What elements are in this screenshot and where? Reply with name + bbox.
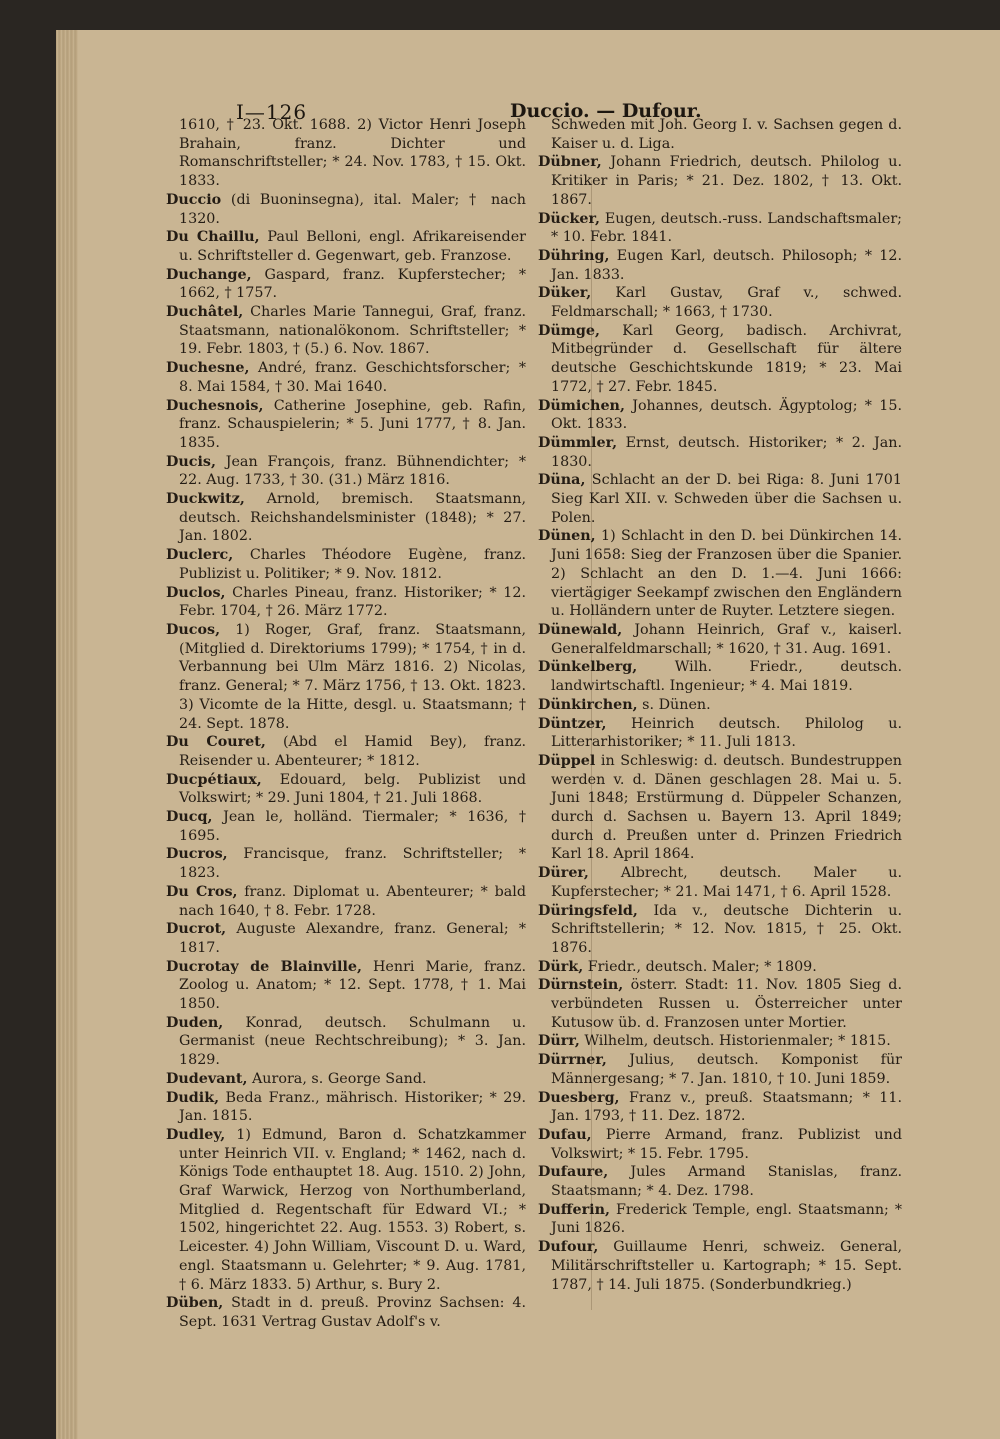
entry-headword: Dudley, (166, 1126, 226, 1143)
entry-text: Charles Théodore Eugène, franz. Publizist u. Politiker; * 9. Nov. 1812. (179, 547, 526, 582)
entry-text: Pierre Armand, franz. Publizist und Volkswirt; * 15. Febr. 1795. (551, 1126, 902, 1162)
entry-headword: Dudik, (166, 1089, 220, 1106)
entry-headword: Ducq, (166, 809, 213, 826)
dictionary-entry (166, 584, 526, 621)
dictionary-entry (166, 228, 526, 265)
entry-text: Charles Pineau, franz. Historiker; * 12. Febr. 1704, † 26. März 1772. (179, 584, 526, 620)
dictionary-entry (538, 322, 902, 397)
entry-text: Frederick Temple, engl. Staatsmann; * Juni 1826. (551, 1201, 902, 1237)
entry-text: Stadt in d. preuß. Provinz Sachsen: 4. Sept. 1631 Vertrag Gustav Adolf's v. (179, 1295, 526, 1330)
entry-headword: Duclerc, (166, 547, 234, 564)
entry-text: (Abd el Hamid Bey), franz. Reisender u. Abenteurer; * 1812. (179, 734, 526, 769)
dictionary-entry (538, 621, 902, 658)
entry-headword: Düben, (166, 1295, 224, 1312)
entry-text: Konrad, deutsch. Schulmann u. Germanist (neue Rechtschreibung); * 3. Jan. 1829. (179, 1014, 526, 1069)
entry-headword: Dufaure, (538, 1164, 609, 1181)
entry-headword: Ducrotay de Blainville, (166, 958, 362, 975)
entry-headword: Dünen, (538, 528, 596, 545)
entry-headword: Du Couret, (166, 734, 266, 751)
entry-headword: Duckwitz, (166, 491, 245, 508)
entry-headword: Ducrot, (166, 921, 227, 938)
entry-text: Johann Heinrich, Graf v., kaiserl. Generalfeldmarschall; * 1620, † 31. Aug. 1691. (551, 621, 902, 657)
entry-headword: Dürr, (538, 1033, 580, 1050)
entry-headword: Dürnstein, (538, 977, 624, 994)
dictionary-entry (538, 247, 902, 284)
entry-headword: Dübner, (538, 154, 602, 171)
dictionary-entry (166, 1294, 526, 1331)
right-column (538, 116, 902, 1294)
entry-text: Henri Marie, franz. Zoolog u. Anatom; * 12. Sept. 1778, † 1. Mai 1850. (179, 958, 526, 1013)
dictionary-entry (166, 453, 526, 490)
dictionary-entry (166, 546, 526, 583)
entry-headword: Duchâtel, (166, 304, 244, 321)
left-column (166, 116, 526, 1332)
page-edge-stack (56, 30, 78, 1439)
entry-text: Schweden mit Joh. Georg I. v. Sachsen gegen d. Kaiser u. d. Liga. (551, 117, 902, 152)
entry-headword: Dürk, (538, 958, 584, 975)
entry-headword: Duccio (166, 191, 222, 208)
page-number: I—126 (236, 100, 308, 124)
entry-text: s. Dünen. (637, 696, 711, 713)
dictionary-entry (166, 958, 526, 1014)
dictionary-entry (538, 752, 902, 864)
entry-text: 1) Edmund, Baron d. Schatzkammer unter Heinrich VII. v. England; * 1462, nach d. Königs Tode enthauptet 18. Aug. 1510. 2) John, Graf Warwick, Herzog von Northumberland, Mitglied d. Regentschaft für Edward VI.; * 1502, hingerichtet 22. Aug. 1553. 3) Robert, s. Leicester. 4) John William, Viscount D. u. Ward, engl. Staatsmann u. Gelehrter; * 9. Aug. 1781, † 6. März 1833. 5) Arthur, s. Bury 2. (179, 1126, 526, 1293)
dictionary-entry (166, 303, 526, 359)
dictionary-entry (538, 284, 902, 321)
entry-text: Johann Friedrich, deutsch. Philolog u. Kritiker in Paris; * 21. Dez. 1802, † 13. Okt. 1867. (551, 154, 902, 208)
dictionary-entry (166, 191, 526, 228)
dictionary-entry (538, 902, 902, 958)
entry-headword: Dümmler, (538, 434, 618, 451)
entry-text: Albrecht, deutsch. Maler u. Kupferstecher; * 21. Mai 1471, † 6. April 1528. (551, 865, 902, 900)
dictionary-entry (538, 696, 902, 715)
entry-text: (di Buoninsegna), ital. Maler; † nach 1320. (179, 191, 526, 227)
entry-headword: Du Chaillu, (166, 229, 260, 246)
entry-text: Auguste Alexandre, franz. General; * 1817. (179, 921, 526, 956)
dictionary-entry (538, 434, 902, 471)
dictionary-entry (166, 808, 526, 845)
dictionary-entry (538, 715, 902, 752)
entry-headword: Dümichen, (538, 397, 625, 414)
entry-text: Franz v., preuß. Staatsmann; * 11. Jan. 1793, † 11. Dez. 1872. (551, 1089, 902, 1125)
entry-text: Arnold, bremisch. Staatsmann, deutsch. Reichshandelsminister (1848); * 27. Jan. 1802. (179, 491, 526, 545)
entry-text: Schlacht an der D. bei Riga: 8. Juni 1701 Sieg Karl XII. v. Schweden über die Sachsen u. Polen. (551, 472, 902, 526)
dictionary-entry (166, 733, 526, 770)
dictionary-entry (538, 153, 902, 209)
dictionary-entry (538, 976, 902, 1032)
entry-text: Heinrich deutsch. Philolog u. Litterarhistoriker; * 11. Juli 1813. (551, 715, 902, 751)
dictionary-entry (538, 210, 902, 247)
dictionary-entry (538, 1201, 902, 1238)
entry-headword: Dudevant, (166, 1070, 248, 1087)
dictionary-entry (166, 490, 526, 546)
entry-text: Charles Marie Tannegui, Graf, franz. Staatsmann, nationalökonom. Schriftsteller; * 19. Febr. 1803, † (5.) 6. Nov. 1867. (179, 304, 526, 358)
dictionary-entry (538, 1163, 902, 1200)
entry-headword: Duchesne, (166, 360, 250, 377)
dictionary-entry (538, 958, 902, 977)
entry-text: Johannes, deutsch. Ägyptolog; * 15. Okt. 1833. (551, 397, 902, 433)
dictionary-entry (166, 1070, 526, 1089)
entry-headword: Dümge, (538, 322, 600, 339)
entry-headword: Düringsfeld, (538, 902, 638, 919)
entry-text: Wilhelm, deutsch. Historienmaler; * 1815. (579, 1033, 891, 1050)
entry-text: Beda Franz., mährisch. Historiker; * 29. Jan. 1815. (179, 1089, 526, 1125)
entry-headword: Duclos, (166, 584, 226, 601)
entry-headword: Ducis, (166, 453, 216, 470)
entry-text: Karl Gustav, Graf v., schwed. Feldmarschall; * 1663, † 1730. (551, 285, 902, 321)
entry-headword: Dücker, (538, 210, 600, 227)
entry-text: 1) Roger, Graf, franz. Staatsmann, (Mitglied d. Direktoriums 1799); * 1754, † in d. Verbannung bei Ulm März 1816. 2) Nicolas, franz. General; * 7. März 1756, † 13. Okt. 1823. 3) Vicomte de la Hitte, desgl. u. Staatsmann; † 24. Sept. 1878. (179, 621, 526, 732)
entry-headword: Duchange, (166, 266, 252, 283)
dictionary-entry (166, 920, 526, 957)
entry-text: Ida v., deutsche Dichterin u. Schriftstellerin; * 12. Nov. 1815, † 25. Okt. 1876. (551, 902, 902, 956)
dictionary-entry (166, 771, 526, 808)
entry-headword: Dufau, (538, 1126, 592, 1143)
running-head: Duccio. — Dufour. (510, 100, 702, 122)
dictionary-entry (166, 621, 526, 733)
entry-text: Francisque, franz. Schriftsteller; * 1823. (179, 846, 526, 882)
dictionary-entry (166, 359, 526, 396)
entry-headword: Dürer, (538, 865, 589, 882)
entry-text: Julius, deutsch. Komponist für Männergesang; * 7. Jan. 1810, † 10. Juni 1859. (551, 1052, 902, 1087)
entry-text: Ernst, deutsch. Historiker; * 2. Jan. 1830. (551, 434, 902, 470)
entry-headword: Düntzer, (538, 715, 607, 732)
dictionary-entry (538, 471, 902, 527)
dictionary-entry (538, 1032, 902, 1051)
entry-text: Jean le, holländ. Tiermaler; * 1636, † 1695. (179, 809, 526, 844)
entry-headword: Ducpétiaux, (166, 771, 262, 788)
entry-text: franz. Diplomat u. Abenteurer; * bald nach 1640, † 8. Febr. 1728. (179, 883, 526, 919)
entry-text: Guillaume Henri, schweiz. General, Militärschriftsteller u. Kartograph; * 15. Sept. 1787, † 14. Juli 1875. (Sonderbundkrieg.) (551, 1239, 902, 1293)
entry-text: Eugen, deutsch.-russ. Landschaftsmaler; * 10. Febr. 1841. (551, 210, 902, 246)
entry-headword: Ducros, (166, 846, 228, 863)
entry-headword: Du Cros, (166, 883, 238, 900)
entry-headword: Düppel (538, 752, 596, 769)
dictionary-entry (166, 266, 526, 303)
dictionary-entry (166, 116, 526, 191)
dictionary-entry (166, 845, 526, 882)
dictionary-entry (538, 1126, 902, 1163)
dictionary-entry (538, 1238, 902, 1294)
entry-headword: Ducos, (166, 621, 221, 638)
entry-text: Jean François, franz. Bühnendichter; * 22. Aug. 1733, † 30. (31.) März 1816. (179, 453, 526, 489)
dictionary-entry (538, 527, 902, 621)
entry-headword: Dühring, (538, 247, 610, 264)
entry-headword: Düna, (538, 472, 586, 489)
entry-text: Edouard, belg. Publizist und Volkswirt; * 29. Juni 1804, † 21. Juli 1868. (179, 771, 526, 807)
entry-headword: Dünkelberg, (538, 659, 638, 676)
entry-text: Karl Georg, badisch. Archivrat, Mitbegründer d. Gesellschaft für ältere deutsche Geschichtskunde 1819; * 23. Mai 1772, † 27. Febr. 1845. (551, 322, 902, 395)
entry-text: Gaspard, franz. Kupferstecher; * 1662, † 1757. (179, 266, 526, 302)
entry-text: Eugen Karl, deutsch. Philosoph; * 12. Jan. 1833. (551, 247, 902, 283)
entry-headword: Duden, (166, 1014, 224, 1031)
dictionary-entry (538, 397, 902, 434)
entry-headword: Dünewald, (538, 621, 623, 638)
dictionary-entry (538, 864, 902, 901)
entry-text: österr. Stadt: 11. Nov. 1805 Sieg d. verbündeten Russen u. Österreicher unter Kutusow üb. d. Franzosen unter Mortier. (551, 977, 902, 1031)
dictionary-entry (166, 883, 526, 920)
entry-text: Jules Armand Stanislas, franz. Staatsmann; * 4. Dez. 1798. (551, 1164, 902, 1200)
entry-text: Aurora, s. George Sand. (247, 1070, 427, 1087)
entry-headword: Dufferin, (538, 1201, 610, 1218)
dictionary-entry (538, 1051, 902, 1088)
entry-headword: Dufour, (538, 1239, 599, 1256)
dictionary-entry (166, 397, 526, 453)
entry-text: Paul Belloni, engl. Afrikareisender u. Schriftsteller d. Gegenwart, geb. Franzose. (179, 229, 526, 264)
dictionary-entry (538, 116, 902, 153)
dictionary-entry (538, 1089, 902, 1126)
dictionary-entry (166, 1014, 526, 1070)
entry-headword: Duchesnois, (166, 397, 264, 414)
entry-text: 1) Schlacht in den D. bei Dünkirchen 14. Juni 1658: Sieg der Franzosen über die Spanier. 2) Schlacht an den D. 1.—4. Juni 1666: viertägiger Seekampf zwischen den Engländern u. Holländern unter de Ruyter. Letztere siegen. (551, 528, 902, 620)
entry-headword: Dürrner, (538, 1052, 607, 1069)
entry-text: 1610, † 23. Okt. 1688. 2) Victor Henri Joseph Brahain, franz. Dichter und Romanschriftsteller; * 24. Nov. 1783, † 15. Okt. 1833. (179, 117, 526, 190)
entry-text: Catherine Josephine, geb. Rafin, franz. Schauspielerin; * 5. Juni 1777, † 8. Jan. 1835. (179, 397, 526, 451)
dictionary-entry (166, 1089, 526, 1126)
entry-text: in Schleswig: d. deutsch. Bundestruppen werden v. d. Dänen geschlagen 28. Mai u. 5. Juni 1848; Erstürmung d. Düppeler Schanzen, durch d. Sachsen u. Bayern 13. April 1849; durch d. Preußen unter d. Prinzen Friedrich Karl 18. April 1864. (551, 752, 902, 863)
entry-headword: Dünkirchen, (538, 696, 638, 713)
dictionary-entry (538, 658, 902, 695)
dictionary-entry (166, 1126, 526, 1294)
entry-headword: Duesberg, (538, 1089, 620, 1106)
entry-headword: Düker, (538, 285, 592, 302)
entry-text: Friedr., deutsch. Maler; * 1809. (583, 958, 817, 975)
entry-text: André, franz. Geschichtsforscher; * 8. Mai 1584, † 30. Mai 1640. (179, 360, 526, 395)
entry-text: Wilh. Friedr., deutsch. landwirtschaftl. Ingenieur; * 4. Mai 1819. (551, 659, 902, 695)
